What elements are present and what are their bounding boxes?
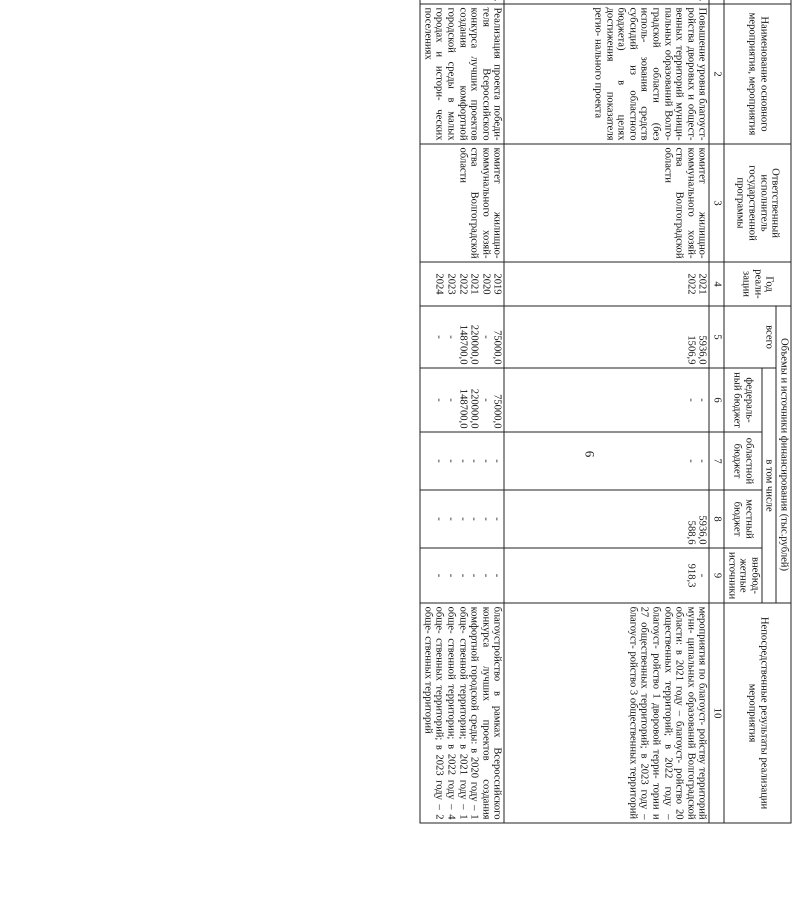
- row-executor: комитет жилищно- коммунального хозяй- ства Волгоградской области: [504, 144, 709, 262]
- value-cell: -: [491, 517, 503, 521]
- value-cell: -: [696, 459, 708, 463]
- column-number: 5: [709, 306, 724, 368]
- column-number: 4: [709, 262, 724, 306]
- row-total: [504, 306, 709, 368]
- value-cell: -: [468, 517, 480, 521]
- value-cell: 5936,0: [696, 515, 708, 545]
- header-executor: Ответственный исполнитель государственной программы: [724, 144, 791, 262]
- row-federal: [420, 368, 504, 432]
- value-cell: 918,3: [685, 563, 697, 588]
- year-cell: 2023: [445, 273, 457, 295]
- header-name: Наименование основного мероприятия, мероприятия: [724, 4, 791, 144]
- column-number: 7: [709, 432, 724, 490]
- row-name: Реализация проекта победи- теля Всероссийского конкурса лучших проектов создания комфортной городской среды в малых городах и истори- ческих поселениях: [420, 4, 504, 144]
- row-extra: [420, 548, 504, 603]
- row-name: Повышение уровня благоуст- ройства дворовых и общест- венных территорий муници- пальных образований Волго- градской области (без исполь- зования средств субсидий из областного бюджета) в целях достижения показателя регио- нального проекта: [504, 4, 709, 144]
- financing-table: [420, 0, 792, 824]
- value-cell: -: [445, 335, 457, 339]
- value-cell: -: [433, 517, 445, 521]
- year-cell: 2020: [480, 273, 492, 295]
- year-cell: 2022: [457, 273, 469, 295]
- value-cell: 588,6: [685, 520, 697, 545]
- row-total: [420, 306, 504, 368]
- table-row: [504, 0, 709, 823]
- header-extra: внебюд- жетные источники: [724, 548, 762, 603]
- column-number: 3: [709, 144, 724, 262]
- table-row: [420, 0, 504, 823]
- column-number-row: [709, 0, 724, 823]
- value-cell: -: [433, 459, 445, 463]
- year-cell: 2021: [696, 273, 708, 295]
- value-cell: 75000,0: [491, 394, 503, 429]
- value-cell: -: [468, 573, 480, 578]
- value-cell: 1506,9: [685, 335, 697, 365]
- row-result: благоустройство в рамках Всероссийского конкурса лучших проектов создания комфортной городской среды: в 2020 году – 1 обще- ственной территории; в 2021 году – 1 обще- ственной территории; в 2022 году – 4 обще- ственных территорий; в 2023 году – 2 обще- ственных территорий: [420, 603, 504, 823]
- header-financing: Объемы и источники финансирования (тыс.рублей): [776, 306, 791, 603]
- row-years: [420, 262, 504, 306]
- value-cell: -: [480, 573, 492, 578]
- page-number: 6: [582, 450, 598, 458]
- year-cell: 2024: [433, 273, 445, 295]
- header-including: в том числе: [762, 368, 777, 603]
- value-cell: -: [480, 517, 492, 521]
- row-executor: комитет жилищно- коммунального хозяй- ства Волгоградской области: [420, 144, 504, 262]
- row-regional: [420, 432, 504, 490]
- column-number: 10: [709, 603, 724, 823]
- value-cell: -: [457, 459, 469, 463]
- row-local: [420, 490, 504, 548]
- year-cell: 2021: [468, 273, 480, 295]
- row-result: мероприятия по благоуст- ройству территорий муни- ципальных образований Волгоградской области: в 2021 году – благоуст- ройство 20 общественных территорий; в 2022 году – благоуст- ройство 1 дворовой терри- тории и 27 общественных территорий; в 2023 году – благоуст- ройство 3 общественных территорий: [504, 603, 709, 823]
- value-cell: -: [491, 459, 503, 463]
- value-cell: -: [445, 398, 457, 402]
- header-regional: областной бюджет: [724, 432, 762, 490]
- column-number: 8: [709, 490, 724, 548]
- header-local: местный бюджет: [724, 490, 762, 548]
- row-regional: [504, 432, 709, 490]
- value-cell: -: [685, 398, 697, 402]
- value-cell: 148700,0: [457, 324, 469, 365]
- value-cell: -: [445, 517, 457, 521]
- value-cell: 5936,0: [696, 335, 708, 365]
- value-cell: -: [696, 573, 708, 578]
- column-number: 6: [709, 368, 724, 432]
- value-cell: 148700,0: [457, 388, 469, 429]
- value-cell: 220000,0: [468, 324, 480, 365]
- year-cell: 2022: [685, 273, 697, 295]
- value-cell: -: [696, 398, 708, 402]
- header-federal: федераль- ный бюджет: [724, 368, 762, 432]
- value-cell: -: [457, 573, 469, 578]
- value-cell: -: [433, 398, 445, 402]
- value-cell: -: [468, 459, 480, 463]
- value-cell: -: [433, 573, 445, 578]
- row-years: [504, 262, 709, 306]
- year-cell: 2019: [491, 273, 503, 295]
- row-local: [504, 490, 709, 548]
- row-extra: [504, 548, 709, 603]
- value-cell: -: [491, 573, 503, 578]
- row-federal: [504, 368, 709, 432]
- value-cell: -: [445, 459, 457, 463]
- value-cell: -: [433, 335, 445, 339]
- value-cell: -: [480, 459, 492, 463]
- column-number: 9: [709, 548, 724, 603]
- table-sheet: [352, 0, 792, 823]
- value-cell: -: [457, 517, 469, 521]
- column-number: 2: [709, 4, 724, 144]
- value-cell: -: [685, 459, 697, 463]
- header-result: Непосредственные результаты реализации мероприятия: [724, 603, 791, 823]
- header-year: Год реали- зации: [724, 262, 791, 306]
- value-cell: -: [445, 573, 457, 578]
- header-total: всего: [724, 306, 776, 368]
- value-cell: -: [480, 335, 492, 339]
- value-cell: 220000,0: [468, 388, 480, 429]
- value-cell: 75000,0: [491, 330, 503, 365]
- value-cell: -: [480, 398, 492, 402]
